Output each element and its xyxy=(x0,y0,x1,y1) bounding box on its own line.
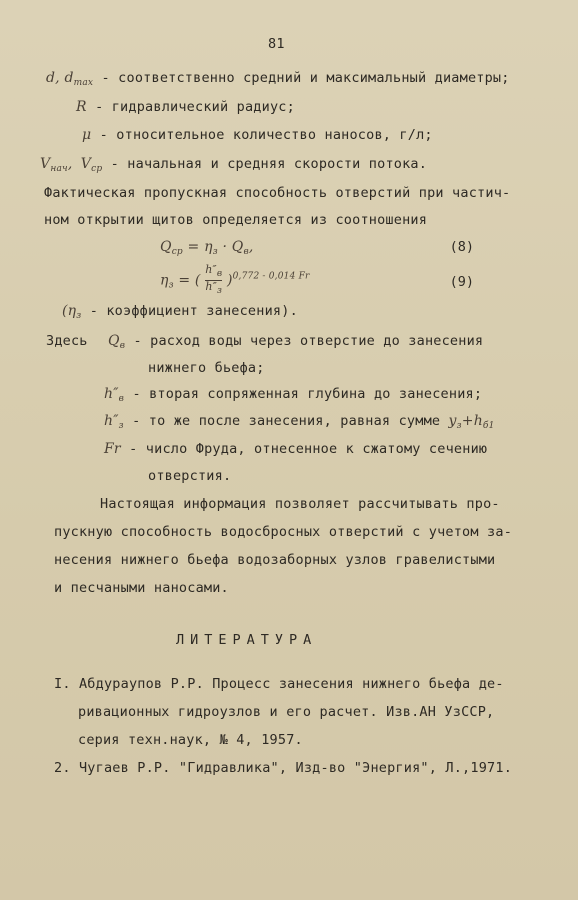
symbol-eta: $\eta_з$ xyxy=(67,303,82,321)
equation-8-number: (8) xyxy=(449,239,474,255)
symbol-r: R xyxy=(76,99,87,115)
here-label: Здесь xyxy=(46,333,88,349)
reference-2: 2. Чугаев Р.Р. "Гидравлика", Изд-во "Энергия", Л.,1971. xyxy=(54,760,513,776)
here-def-discharge-cont: нижнего бьефа; xyxy=(148,360,265,376)
reference-1-line-2: ривационных гидроузлов и его расчет. Изв.АН УзССР, xyxy=(78,704,495,720)
here-def-depth-after: $h''_з$ - то же после занесения, равная сумме $y_з+h_{б1}$ xyxy=(104,413,495,431)
here-def-froude-cont: отверстия. xyxy=(148,468,232,484)
symbol-fr: Fr xyxy=(104,441,121,457)
equation-8: $Q_{ср} = \eta_з \cdot Q_в$, xyxy=(160,239,254,257)
here-def-froude: Fr - число Фруда, отнесенное к сжатому сечению xyxy=(104,441,488,457)
reference-1-line-3: серия техн.наук, № 4, 1957. xyxy=(78,732,303,748)
symbol-q-v: $Q_в$ xyxy=(108,333,126,351)
page-number: 81 xyxy=(268,36,285,52)
reference-1-line-1: I. Абдураупов Р.Р. Процесс занесения нижнего бьефа де- xyxy=(54,676,504,692)
here-def-depth-before: $h''_в$ - вторая сопряженная глубина до занесения; xyxy=(104,386,483,404)
symbol-h-z: $h''_з$ xyxy=(104,413,124,431)
paragraph-2-line-4: и песчаными наносами. xyxy=(54,580,229,596)
def-hydraulic-radius: R - гидравлический радиус; xyxy=(76,99,295,115)
here-def-discharge: $Q_в$ - расход воды через отверстие до занесения xyxy=(108,333,484,351)
equation-9-number: (9) xyxy=(449,274,474,290)
paragraph-1-line-1: Фактическая пропускная способность отверстий при частич- xyxy=(44,185,511,201)
paragraph-2-line-1: Настоящая информация позволяет рассчитывать про- xyxy=(100,496,500,512)
literature-heading: ЛИТЕРАТУРА xyxy=(176,632,318,648)
coefficient-note: ($\eta_з$ - коэффициент занесения). xyxy=(62,303,298,321)
symbol-v-mean: $V_{ср}$ xyxy=(80,156,103,174)
def-diameters: d, $d_{max}$ - соответственно средний и максимальный диаметры; xyxy=(46,70,510,88)
equation-9-fraction: $h''_в$ $h''_з$ xyxy=(205,263,223,296)
symbol-h-v: $h''_в$ xyxy=(104,386,125,404)
def-velocity: $V_{нач}$, $V_{ср}$ - начальная и средняя скорости потока. xyxy=(40,156,428,174)
paragraph-2-line-3: несения нижнего бьефа водозаборных узлов гравелистыми xyxy=(54,552,496,568)
paragraph-1-line-2: ном открытии щитов определяется из соотношения xyxy=(44,212,428,228)
symbol-mu: μ xyxy=(82,127,92,143)
paragraph-2-line-2: пускную способность водосбросных отверстий с учетом за- xyxy=(54,524,513,540)
equation-9: $\eta_з$ = ( $h''_в$ $h''_з$ )$^{0,772 - 0,014 Fr}$ xyxy=(160,263,310,296)
symbol-d: d, $d_{max}$ xyxy=(46,70,94,88)
def-sediment: μ - относительное количество наносов, г/л; xyxy=(82,127,433,143)
symbol-v-start: $V_{нач}$ xyxy=(40,156,68,174)
